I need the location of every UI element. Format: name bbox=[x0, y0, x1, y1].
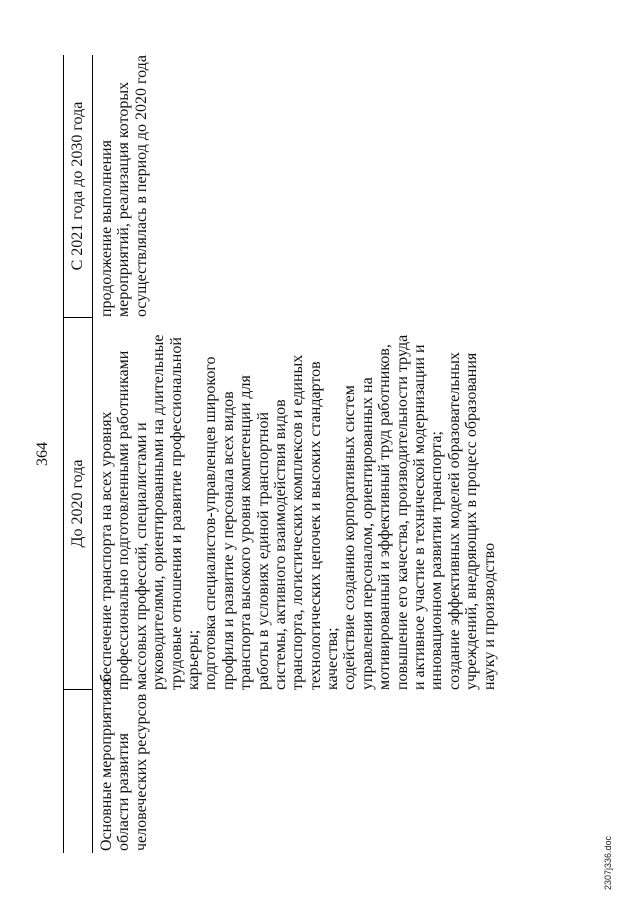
text-line: учреждений, внедряющих в процесс образования bbox=[463, 352, 481, 690]
text-line: мероприятий, реализация которых bbox=[115, 81, 133, 317]
cell-activity bbox=[98, 677, 150, 853]
text-line: содействие созданию корпоративных систем bbox=[341, 385, 359, 690]
page-number: 364 bbox=[34, 442, 51, 466]
text-line: качества; bbox=[324, 627, 342, 690]
text-line: транспорта высокого уровня компетенции для bbox=[237, 375, 255, 690]
text-line: повышение его качества, производительности труда bbox=[393, 334, 411, 690]
text-line: технологических цепочек и высоких стандартов bbox=[306, 361, 324, 690]
text-line: массовых профессий, специалистами и bbox=[132, 422, 150, 690]
text-line: инновационном развитии транспорта; bbox=[428, 431, 446, 690]
text-line: науку и производство bbox=[480, 542, 498, 690]
text-line: обеспечение транспорта на всех уровнях bbox=[98, 411, 115, 690]
text-line: трудовые отношения и развитие профессиональной bbox=[167, 337, 185, 690]
text-line: создание эффективных моделей образовательных bbox=[445, 352, 463, 690]
cell-2021-2030 bbox=[98, 54, 150, 318]
text-line: работы в условиях единой транспортной bbox=[254, 411, 272, 690]
header-cell-activity bbox=[64, 690, 92, 853]
text-line: руководителями, ориентированными на длительные bbox=[150, 334, 168, 690]
text-line: осуществлялась в период до 2020 года bbox=[132, 55, 150, 317]
text-line: области развития bbox=[115, 733, 133, 851]
measures-table bbox=[63, 55, 513, 853]
table-row bbox=[93, 55, 513, 853]
document-file-id: 2307j336.doc bbox=[603, 835, 613, 890]
text-line: продолжение выполнения bbox=[98, 140, 115, 317]
text-line: транспорта, логистических комплексов и единых bbox=[289, 354, 307, 690]
text-line: человеческих ресурсов bbox=[132, 693, 150, 851]
text-line: профессионально подготовленными работниками bbox=[115, 350, 133, 690]
table-header-row bbox=[63, 55, 93, 853]
text-line: системы, активного взаимодействия видов bbox=[271, 399, 289, 690]
header-cell-until-2020: До 2020 года bbox=[64, 318, 92, 690]
text-line: профиля и развитие у персонала всех видов bbox=[219, 391, 237, 690]
header-cell-2021-2030: С 2021 года до 2030 года bbox=[64, 55, 92, 318]
text-line: и активное участие в технической модернизации и bbox=[411, 344, 429, 690]
text-line: подготовка специалистов-управленцев широкого bbox=[202, 356, 220, 690]
text-line: мотивированный и эффективный труд работников, bbox=[376, 344, 394, 690]
cell-until-2020 bbox=[98, 318, 498, 690]
text-line: Основные мероприятия в bbox=[98, 677, 115, 851]
text-line: управления персоналом, ориентированных на bbox=[358, 377, 376, 690]
text-line: карьеры; bbox=[184, 629, 202, 690]
